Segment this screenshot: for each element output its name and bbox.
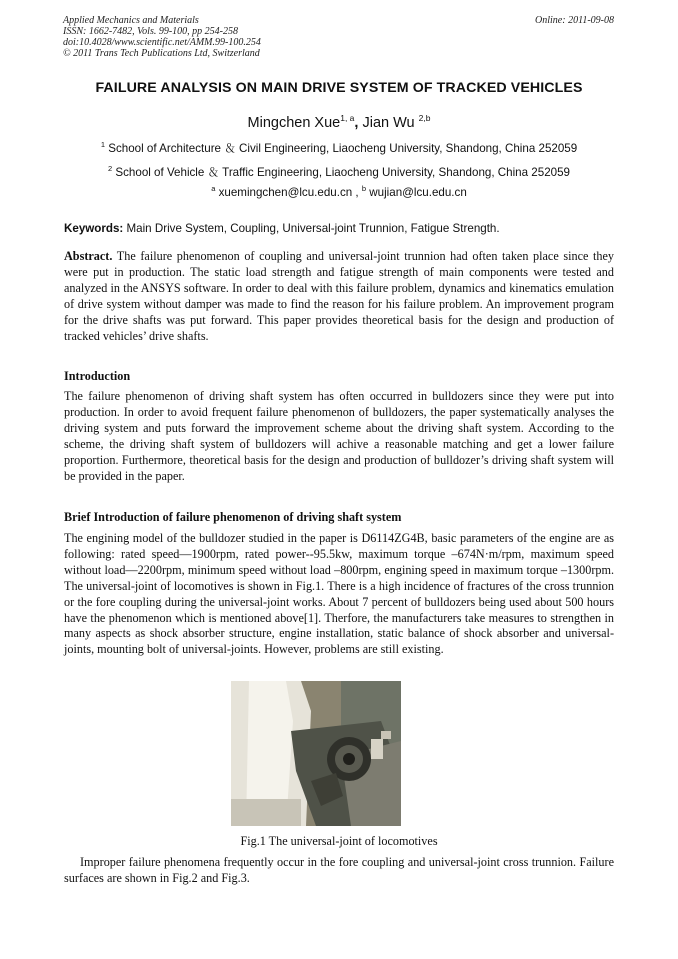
email-link-a[interactable]: xuemingchen@lcu.edu.cn	[218, 186, 353, 199]
keywords-line	[64, 222, 616, 235]
author-superscript: 2,b	[418, 113, 431, 123]
email-superscript: b	[361, 184, 367, 193]
brief-introduction-paragraph: The engining model of the bulldozer studied in the paper is D6114ZG4B, basic parameters of the engine are as following: rated speed—1900rpm, rated power--95.5kw, maximum torque –674N·m/rpm, maximum speed without load—2200rpm, minimum speed without load –800rpm, engining speed in maximum torque –1300rpm. The universal-joint of locomotives is shown in Fig.1. There is a high incidence of fractures of the cross trunnion or the fore coupling during the universal-joint works. About 7 percent of bulldozers being used about 500 hours have the phenomenon which is mentioned above[1]. Therfore, the manufacturers take measures to strengthen in many aspects as shock absorber structure, engine installation, static balance of shock absorber and universal-joints, mounting bolt of universal-joints. However, problems are still existing.	[64, 531, 614, 657]
paper-title: FAILURE ANALYSIS ON MAIN DRIVE SYSTEM OF TRACKED VEHICLES	[95, 80, 583, 96]
online-date: Online: 2011-09-08	[535, 15, 614, 26]
journal-name: Applied Mechanics and Materials	[63, 15, 199, 26]
brief-introduction-heading: Brief Introduction of failure phenomenon of driving shaft system	[64, 510, 402, 524]
affiliation-text: School of Architecture ＆ Civil Engineering, Liaocheng University, Shandong, China 252059	[108, 142, 578, 155]
email-link-b[interactable]: wujian@lcu.edu.cn	[369, 186, 467, 199]
author-superscript: 1, a	[340, 113, 355, 123]
abstract-label: Abstract.	[64, 249, 113, 263]
doi-line: doi:10.4028/www.scientific.net/AMM.99-100.254	[63, 37, 261, 48]
copyright-line: © 2011 Trans Tech Publications Ltd, Switzerland	[63, 48, 260, 59]
closing-paragraph: Improper failure phenomena frequently occur in the fore coupling and universal-joint cross trunnion. Failure surfaces are shown in Fig.2 and Fig.3.	[64, 855, 614, 885]
universal-joint-photo	[231, 681, 401, 826]
figure-caption: Fig.1 The universal-joint of locomotives	[240, 834, 438, 848]
journal-header	[63, 15, 423, 59]
abstract-text: The failure phenomenon of coupling and universal-joint trunnion had often taken place since they were put in production. The static load strength and fatigue strength of main components were tested and analyzed in the ANSYS software. In order to deal with this failure problem, dynamics and kinematics emulation of drive system without damper was made to find the reason for his failure problem. An improvement program for the drive shafts was put forward. This paper provides theoretical basis for the design and production of tracked vehicles’ drive shafts.	[64, 249, 614, 343]
email-separator: ,	[352, 186, 362, 199]
keywords-label: Keywords:	[64, 222, 124, 235]
email-superscript: a	[211, 184, 216, 193]
affiliation-text: School of Vehicle ＆ Traffic Engineering, Liaocheng University, Shandong, China 252059	[115, 166, 570, 179]
affiliation-superscript: 2	[107, 164, 113, 173]
introduction-paragraph: The failure phenomenon of driving shaft system has often occurred in bulldozers since they were put into production. In order to avoid frequent failure phenomenon of bulldozers, the paper systematically analyses the driving system and puts forward the improvement scheme about the driving shaft system. According to the scheme, the driving shaft system of bulldozers will achive a reasonable matching and get a lower failure proportion. Furthermore, theoretical basis for the design and production of bulldozer’s driving shaft system will be provided in the paper.	[64, 389, 614, 483]
abstract-paragraph	[64, 249, 614, 344]
affiliation-2	[40, 164, 638, 180]
affiliation-1	[40, 140, 638, 156]
author-line: Mingchen Xue$^{1, a}$, Jian Wu $^{2,b}$	[247, 113, 431, 131]
keywords-text: Main Drive System, Coupling, Universal-joint Trunnion, Fatigue Strength.	[123, 222, 500, 235]
affiliation-superscript: 1	[100, 140, 105, 149]
author-name: Jian Wu	[362, 115, 415, 131]
introduction-heading: Introduction	[64, 369, 131, 383]
author-name: Mingchen Xue	[247, 115, 341, 131]
email-line	[40, 186, 638, 199]
issn-line: ISSN: 1662-7482, Vols. 99-100, pp 254-258	[63, 26, 238, 37]
